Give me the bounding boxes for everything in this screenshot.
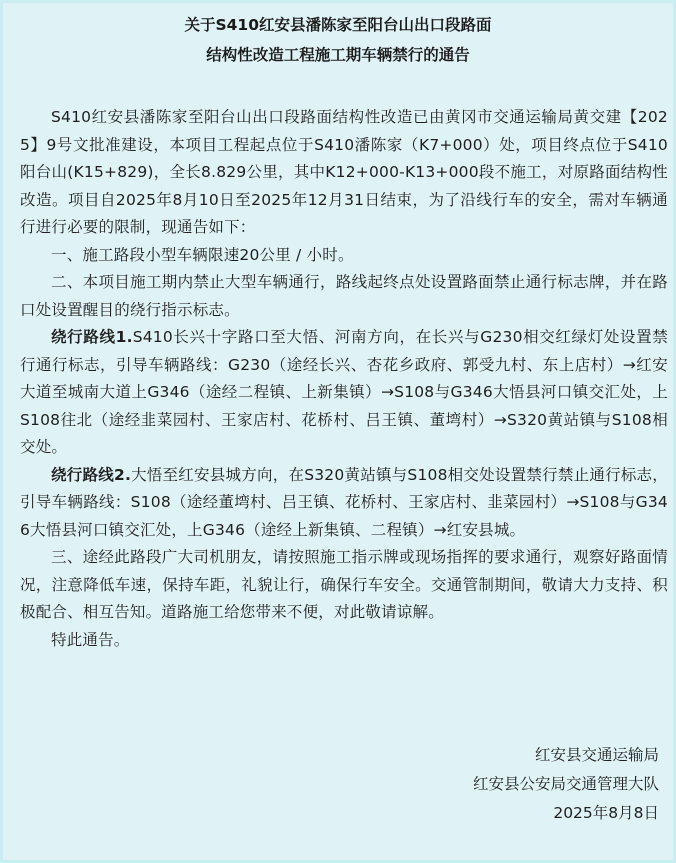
notice-paragraph-intro [20, 104, 668, 242]
detour-2-label: 绕行路线2. [51, 465, 132, 484]
notice-paragraph-truck-ban [20, 269, 668, 324]
notice-paragraph-speed-limit [20, 242, 668, 270]
notice-body [20, 104, 668, 654]
paragraph-text: S410长兴十字路口至大悟、河南方向，在长兴与G230相交红绿灯处设置禁行通行标志，引导车辆路线：G230（途经长兴、杏花乡政府、郭受九村、东上店村）→红安大道至城南大道上G346（途经二程镇、上新集镇）→S108与G346大悟县河口镇交汇处，上S108往北（途经韭菜园村、王家店村、花桥村、吕王镇、董塆村）→S320黄站镇与S108相交处。 [20, 328, 668, 456]
signature-traffic-police: 红安县公安局交通管理大队 [472, 775, 659, 793]
notice-paragraph-closing [20, 627, 668, 655]
notice-paragraph-detour-1 [20, 324, 668, 462]
notice-paragraph-detour-2 [20, 462, 668, 545]
signature-transport-bureau: 红安县交通运输局 [534, 746, 659, 764]
signature-date: 2025年8月8日 [553, 804, 659, 822]
paragraph-text: 三、途经此路段广大司机朋友，请按照施工指示牌或现场指挥的要求通行，观察好路面情况，注意降低车速，保持车距，礼貌让行，确保行车安全。交通管制期间，敬请大力支持、积极配合、相互告知。道路施工给您带来不便，对此敬请谅解。 [20, 548, 668, 621]
paragraph-text: 二、本项目施工期内禁止大型车辆通行，路线起终点处设置路面禁止通行标志牌，并在路口处设置醒目的绕行指示标志。 [20, 273, 668, 319]
notice-paragraph-driver-advice [20, 544, 668, 627]
paragraph-text: 特此通告。 [51, 630, 130, 649]
notice-title-line-2: 结构性改造工程施工期车辆禁行的通告 [206, 46, 470, 64]
paragraph-text: 一、施工路段小型车辆限速20公里 / 小时。 [51, 245, 354, 264]
notice-title-line-1: 关于S410红安县潘陈家至阳台山出口段路面 [184, 16, 492, 34]
paragraph-text: S410红安县潘陈家至阳台山出口段路面结构性改造已由黄冈市交通运输局黄交建【2025】9号文批准建设，本项目工程起点位于S410潘陈家（K7+000）处，项目终点位于S410阳台山(K15+829)，全长8.829公里，其中K12+000-K13+000段不施工，对原路面结构性改造。项目自2025年8月10日至2025年12月31日结束，为了沿线行车的安全，需对车辆通行进行必要的限制，现通告如下： [20, 108, 668, 236]
paragraph-text: 大悟至红安县城方向，在S320黄站镇与S108相交处设置禁行禁止通行标志，引导车辆路线：S108（途经董塆村、吕王镇、花桥村、王家店村、韭菜园村）→S108与G346大悟县河口镇交汇处，上G346（途经上新集镇、二程镇）→红安县城。 [20, 465, 668, 539]
detour-1-label: 绕行路线1. [51, 328, 133, 346]
